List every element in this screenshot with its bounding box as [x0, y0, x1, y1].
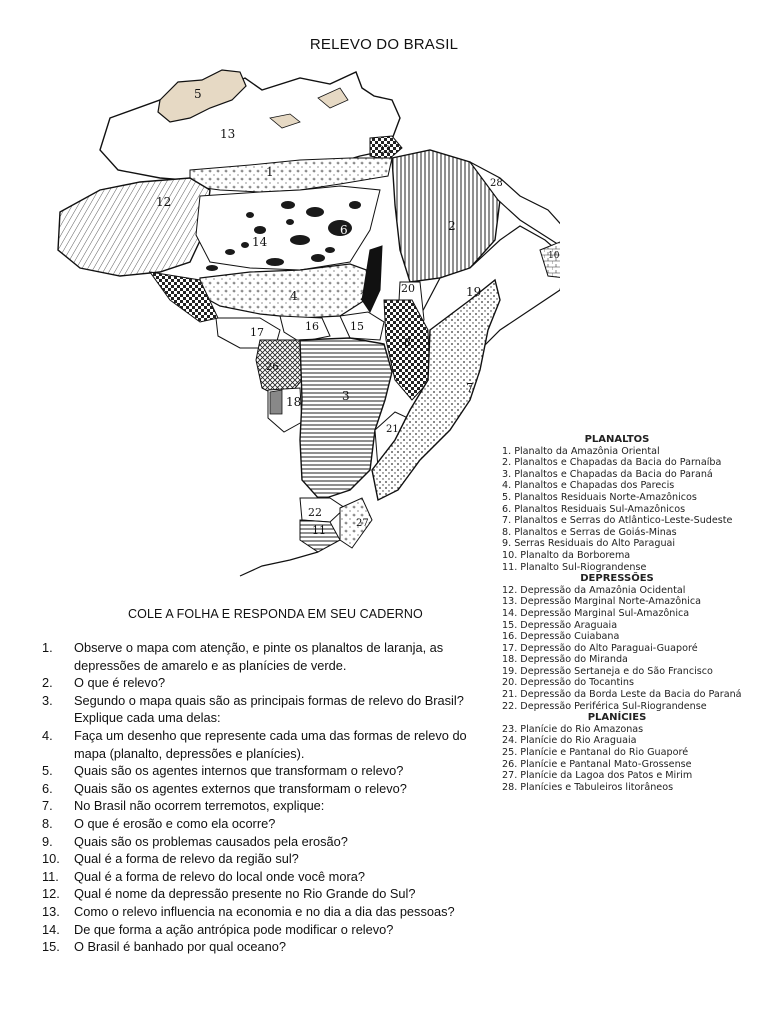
question-item: [42, 885, 482, 903]
legend-item-depressao: 17. Depressão do Alto Paraguai-Guaporé: [502, 642, 698, 654]
legend-item-depressao: 16. Depressão Cuiabana: [502, 631, 620, 643]
question-item: [42, 833, 482, 851]
legend-item-planalto: 5. Planaltos Residuais Norte-Amazônicos: [502, 491, 697, 503]
question-text: O que é relevo?: [74, 675, 166, 691]
region-14: [196, 186, 380, 270]
question-text: Quais são os agentes externos que transformam o relevo?: [74, 780, 407, 796]
map-label-2: 2: [448, 219, 456, 233]
legend-item-depressao: 15. Depressão Araguaia: [502, 619, 618, 631]
question-list: [42, 639, 482, 956]
map-label-15: 15: [350, 320, 364, 333]
map-label-3: 3: [342, 389, 350, 403]
legend-item-planicie: 25. Planície e Pantanal do Rio Guaporé: [502, 747, 689, 759]
question-number: 11.: [42, 868, 59, 884]
legend-item-planalto: 3. Planaltos e Chapadas da Bacia do Paraná: [502, 468, 713, 480]
map-label-11: 11: [312, 524, 326, 537]
question-number: 4.: [42, 727, 53, 743]
legend-item-depressao: 14. Depressão Marginal Sul-Amazônica: [502, 607, 690, 619]
legend-item-depressao: 13. Depressão Marginal Norte-Amazônica: [502, 596, 701, 608]
legend-item-depressao: 12. Depressão da Amazônia Ocidental: [502, 584, 686, 596]
legend-planicies-title: PLANÍCIES: [587, 712, 647, 724]
question-text: O que é erosão e como ela ocorre?: [74, 815, 276, 831]
question-text: Quais são os agentes internos que transformam o relevo?: [74, 763, 404, 779]
map-label-21: 21: [386, 424, 399, 435]
legend-item-planicie: 28. Planícies e Tabuleiros litorâneos: [502, 781, 674, 793]
question-text: Faça um desenho que represente cada uma das formas de relevo do mapa (planalto, depressões e planícies).: [74, 727, 467, 761]
map-label-28: 28: [490, 178, 503, 189]
legend-item-depressao: 20. Depressão do Tocantins: [502, 677, 634, 689]
question-text: Qual é nome da depressão presente no Rio Grande do Sul?: [74, 886, 416, 902]
legend-item-planalto: 4. Planaltos e Chapadas dos Parecis: [502, 480, 675, 492]
question-item: [42, 692, 482, 727]
map-label-18: 18: [286, 395, 302, 409]
map-label-4: 4: [290, 289, 298, 303]
question-item: [42, 780, 482, 798]
legend-depressoes-title: DEPRESSÕES: [580, 573, 654, 585]
region-12: [58, 178, 210, 276]
map-label-8: 8: [404, 336, 411, 349]
legend-item-planicie: 26. Planície e Pantanal Mato-Grossense: [502, 758, 692, 770]
question-number: 6.: [42, 780, 53, 796]
legend-item-planalto: 7. Planaltos e Serras do Atlântico-Leste-Sudeste: [502, 515, 733, 527]
question-number: 12.: [42, 886, 60, 902]
question-number: 9.: [42, 833, 53, 849]
legend-item-depressao: 21. Depressão da Borda Leste da Bacia do Paraná: [502, 689, 742, 701]
legend-item-planalto: 10. Planalto da Borborema: [502, 549, 631, 561]
question-item: [42, 903, 482, 921]
question-number: 1.: [42, 640, 53, 655]
question-text: O Brasil é banhado por qual oceano?: [74, 939, 287, 955]
question-number: 13.: [42, 903, 60, 919]
question-text: Quais são os problemas causados pela erosão?: [74, 833, 348, 849]
legend-planaltos-title: PLANALTOS: [584, 434, 650, 445]
legend-item-planicie: 27. Planície da Lagoa dos Patos e Mirim: [502, 770, 693, 782]
question-text: Segundo o mapa quais são as principais formas de relevo do Brasil? Explique cada uma delas:: [74, 692, 464, 726]
question-number: 14.: [42, 921, 60, 937]
question-text: Qual é a forma de relevo da região sul?: [74, 851, 299, 867]
map-legend: [496, 434, 758, 793]
map-label-14: 14: [252, 235, 268, 249]
question-number: 5.: [42, 763, 53, 779]
legend-item-planalto: 1. Planalto da Amazônia Oriental: [502, 445, 660, 457]
legend-item-planalto: 8. Planaltos e Serras de Goiás-Minas: [502, 526, 677, 538]
map-label-17: 17: [250, 326, 264, 339]
map-label-22: 22: [308, 506, 322, 519]
question-text: No Brasil não ocorrem terremotos, explique:: [74, 798, 325, 814]
legend-item-planalto: 2. Planaltos e Chapadas da Bacia do Parnaíba: [502, 457, 722, 469]
question-text: Observe o mapa com atenção, e pinte os planaltos de laranja, as depressões de amarelo e as planícies de verde.: [74, 640, 444, 673]
legend-item-planalto: 11. Planalto Sul-Riograndense: [502, 561, 647, 573]
question-number: 10.: [42, 851, 60, 867]
map-label-23: 23: [378, 145, 391, 156]
map-label-10: 10: [548, 251, 560, 261]
question-text: Qual é a forma de relevo do local onde você mora?: [74, 868, 365, 884]
question-item: [42, 639, 482, 674]
legend-item-depressao: 18. Depressão do Miranda: [502, 654, 628, 666]
question-item: [42, 797, 482, 815]
map-label-26: 26: [266, 362, 279, 373]
question-number: 15.: [42, 939, 60, 955]
question-item: [42, 727, 482, 762]
map-label-7: 7: [466, 381, 474, 395]
legend-item-planicie: 23. Planície do Rio Amazonas: [502, 723, 644, 735]
legend-item-planalto: 9. Serras Residuais do Alto Paraguai: [502, 538, 676, 550]
question-item: [42, 938, 482, 956]
question-item: [42, 674, 482, 692]
map-label-20: 20: [401, 282, 415, 295]
question-item: [42, 815, 482, 833]
legend-item-planicie: 24. Planície do Rio Araguaia: [502, 735, 637, 747]
map-label-16: 16: [305, 320, 319, 333]
region-22: [300, 498, 345, 522]
map-label-12: 12: [156, 195, 172, 209]
question-number: 3.: [42, 692, 53, 708]
question-item: [42, 921, 482, 939]
question-number: 2.: [42, 675, 53, 691]
question-item: [42, 850, 482, 868]
question-number: 7.: [42, 798, 53, 814]
map-label-5: 5: [194, 87, 202, 101]
legend-item-depressao: 19. Depressão Sertaneja e do São Francisco: [502, 665, 713, 677]
page-title: RELEVO DO BRASIL: [309, 36, 459, 53]
question-item: [42, 762, 482, 780]
map-label-1: 1: [266, 165, 274, 179]
map-label-19: 19: [466, 285, 482, 299]
region-4: [200, 264, 372, 318]
brazil-relief-map: [40, 62, 560, 592]
legend-item-planalto: 6. Planaltos Residuais Sul-Amazônicos: [502, 503, 686, 515]
question-text: Como o relevo influencia na economia e no dia a dia das pessoas?: [74, 903, 455, 919]
map-label-6: 6: [340, 223, 348, 237]
question-number: 8.: [42, 815, 53, 831]
map-label-13: 13: [220, 127, 236, 141]
question-text: De que forma a ação antrópica pode modificar o relevo?: [74, 921, 394, 937]
question-item: [42, 868, 482, 886]
map-label-24: 24: [360, 292, 373, 303]
legend-item-depressao: 22. Depressão Periférica Sul-Riograndense: [502, 700, 707, 712]
instructions-heading: COLE A FOLHA E RESPONDA EM SEU CADERNO: [128, 607, 423, 621]
map-label-27: 27: [356, 518, 369, 529]
